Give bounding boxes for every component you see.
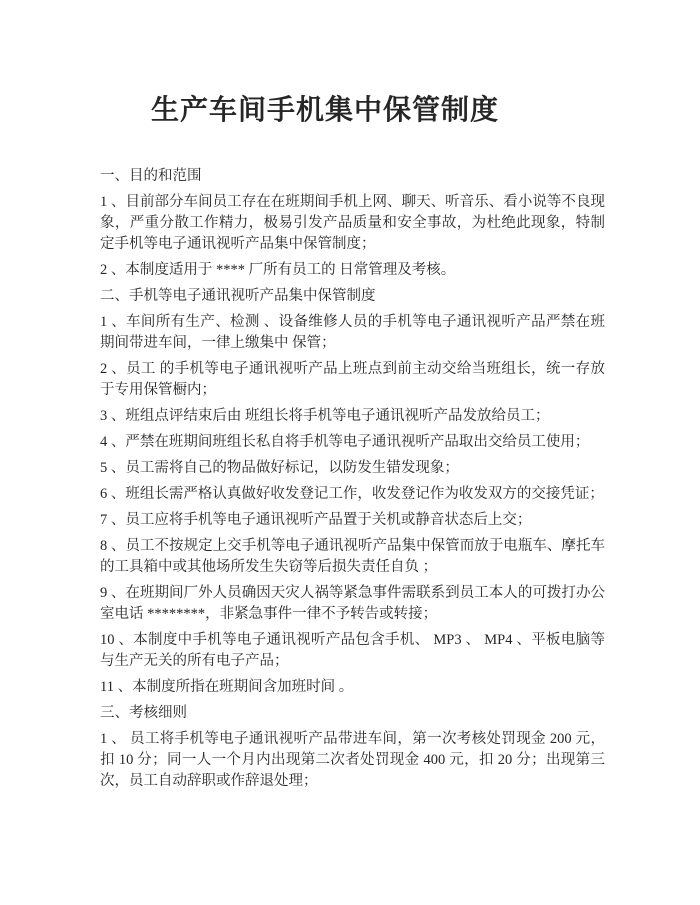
document-title: 生产车间手机集中保管制度 bbox=[150, 95, 499, 126]
paragraph: 3 、班组点评结束后由 班组长将手机等电子通讯视听产品发放给员工； bbox=[100, 408, 550, 424]
paragraph: 6 、班组长需严格认真做好收发登记工作，收发登记作为收发双方的交接凭证； bbox=[100, 486, 604, 502]
section-heading: 三、考核细则 bbox=[100, 705, 187, 721]
section-assessment-rules bbox=[100, 703, 605, 792]
paragraph: 1 、目前部分车间员工存在在班期间手机上网、聊天、听音乐、看小说等不良现象，严重分散工作精力，极易引发产品质量和安全事故，为杜绝此现象，特制定手机等电子通讯视听产品集中保管制度； bbox=[100, 194, 605, 252]
paragraph: 2 、员工 的手机等电子通讯视听产品上班点到前主动交给当班组长，统一存放于专用保管橱内； bbox=[100, 361, 605, 398]
section-purpose-and-scope bbox=[100, 166, 605, 281]
section-heading: 二、手机等电子通讯视听产品集中保管制度 bbox=[100, 288, 376, 304]
paragraph: 9 、在班期间厂外人员确因天灾人祸等紧急事件需联系到员工本人的可拨打办公室电话 ********，非紧急事件一律不予转告或转接； bbox=[100, 585, 605, 622]
section-storage-rules bbox=[100, 286, 605, 698]
section-heading: 一、目的和范围 bbox=[100, 168, 202, 184]
paragraph: 11 、本制度所指在班期间含加班时间 。 bbox=[100, 679, 354, 695]
document-page bbox=[100, 0, 605, 792]
paragraph: 2 、本制度适用于 **** 厂所有员工的 日常管理及考核。 bbox=[100, 262, 456, 278]
paragraph: 10 、本制度中手机等电子通讯视听产品包含手机、 MP3 、 MP4 、平板电脑等与生产无关的所有电子产品； bbox=[100, 632, 605, 669]
paragraph: 1 、 员工将手机等电子通讯视听产品带进车间，第一次考核处罚现金 200 元，扣 10 分；同一人一个月内出现第二次者处罚现金 400 元，扣 20 分；出现第三次，员工自动辞职或作辞退处理； bbox=[100, 731, 605, 789]
paragraph: 7 、员工应将手机等电子通讯视听产品置于关机或静音状态后上交； bbox=[100, 512, 532, 528]
paragraph: 5 、员工需将自己的物品做好标记，以防发生错发现象； bbox=[100, 460, 459, 476]
paragraph: 8 、员工不按规定上交手机等电子通讯视听产品集中保管而放于电瓶车、摩托车的工具箱中或其他场所发生失窃等后损失责任自负 ； bbox=[100, 538, 605, 575]
paragraph: 1 、车间所有生产、检测 、设备维修人员的手机等电子通讯视听产品严禁在班期间带进车间，一律上缴集中 保管； bbox=[100, 314, 605, 351]
paragraph: 4 、严禁在班期间班组长私自将手机等电子通讯视听产品取出交给员工使用； bbox=[100, 434, 590, 450]
